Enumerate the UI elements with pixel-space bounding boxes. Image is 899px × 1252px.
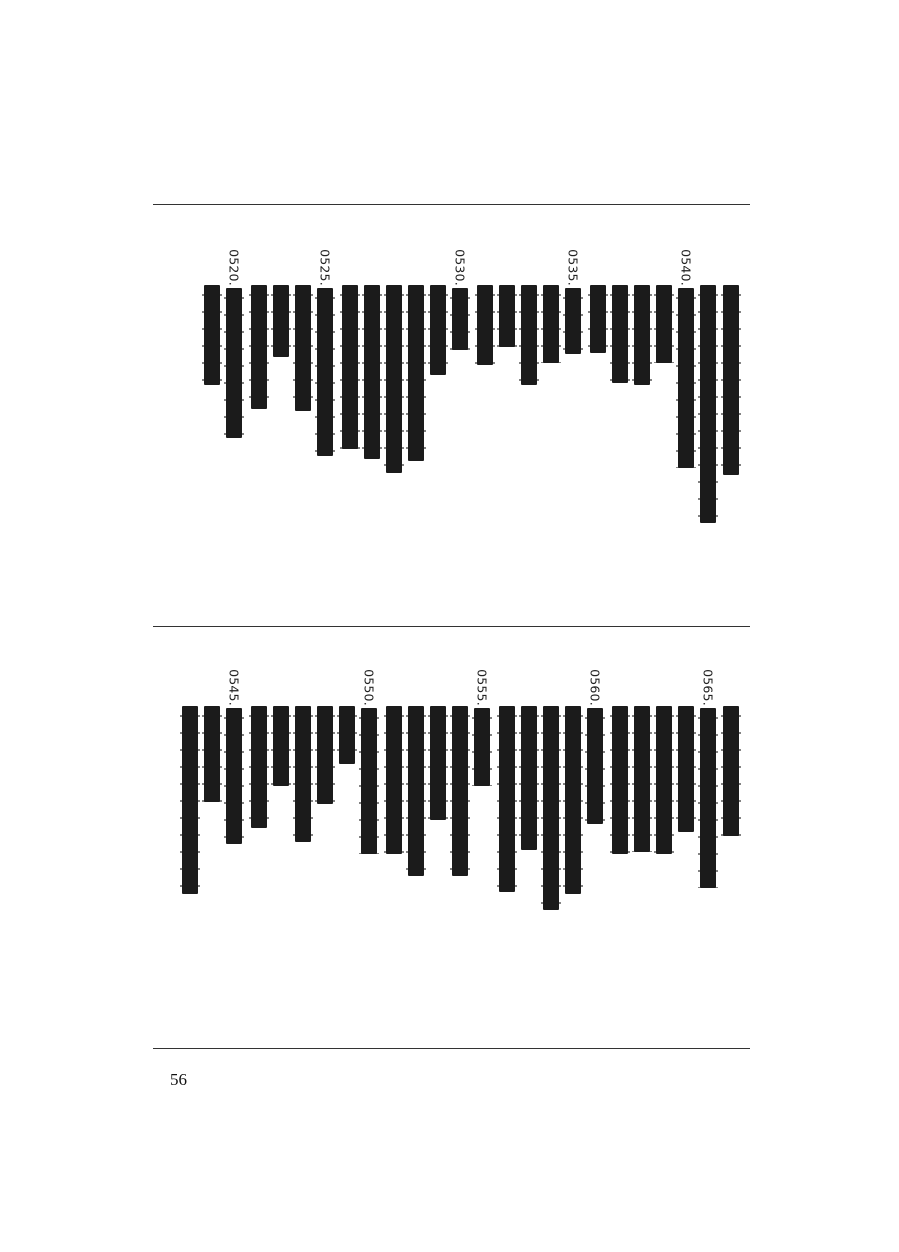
line-number: 0560. — [587, 669, 603, 706]
line-number: 0545. — [226, 669, 242, 706]
line-number: 0540. — [678, 249, 694, 286]
line-number: 0535. — [565, 249, 581, 286]
line-number: 0525. — [317, 249, 333, 286]
line-number: 0520. — [226, 249, 242, 286]
line-number: 0555. — [474, 669, 490, 706]
top-rule — [153, 204, 750, 205]
line-number: 0550. — [361, 669, 377, 706]
middle-rule — [153, 626, 750, 627]
page-number: 56 — [170, 1070, 187, 1089]
line-number: 0565. — [700, 669, 716, 706]
line-number: 0530. — [452, 249, 468, 286]
bottom-rule — [153, 1048, 750, 1049]
